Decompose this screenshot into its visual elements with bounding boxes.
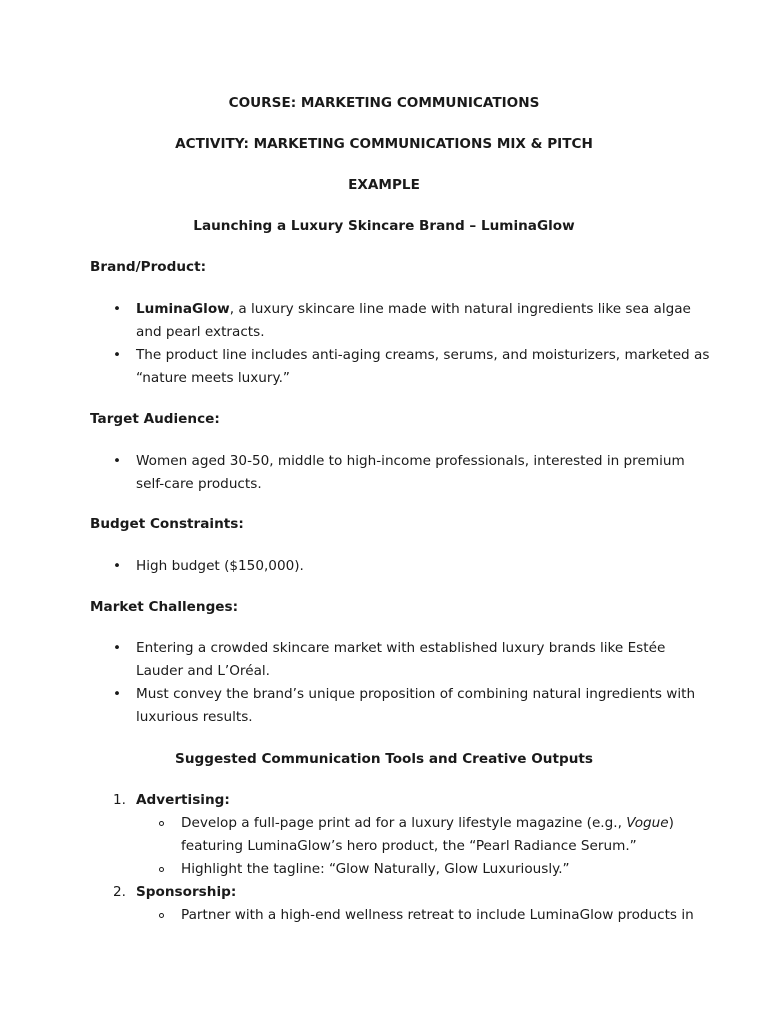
sponsorship-sub-1-line-1: Partner with a high-end wellness retreat to include LuminaGlow products in xyxy=(181,907,694,923)
bullet-icon: • xyxy=(112,640,122,656)
circle-bullet-icon xyxy=(159,821,164,826)
bullet-icon: • xyxy=(112,686,122,702)
advertising-sub-2: Highlight the tagline: “Glow Naturally, Glow Luxuriously.” xyxy=(181,861,570,877)
bullet-icon: • xyxy=(112,301,122,317)
activity-title: ACTIVITY: MARKETING COMMUNICATIONS MIX & PITCH xyxy=(175,136,593,152)
challenges-heading: Market Challenges: xyxy=(90,599,239,615)
brand-name: LuminaGlow xyxy=(136,301,230,317)
brand-item-2-line-2: “nature meets luxury.” xyxy=(136,370,290,386)
challenges-item-2-line-2: luxurious results. xyxy=(136,709,253,725)
brand-heading: Brand/Product: xyxy=(90,259,207,275)
example-label: EXAMPLE xyxy=(348,177,420,193)
brand-item-2-line-1: The product line includes anti-aging creams, serums, and moisturizers, marketed as xyxy=(136,347,710,363)
audience-item-1-line-2: self-care products. xyxy=(136,476,262,492)
bullet-icon: • xyxy=(112,347,122,363)
advertising-sub-1-pre: Develop a full-page print ad for a luxury lifestyle magazine (e.g., xyxy=(181,815,627,831)
audience-heading: Target Audience: xyxy=(90,411,220,427)
brand-item-1-text: , a luxury skincare line made with natural ingredients like sea algae xyxy=(229,301,691,317)
budget-heading: Budget Constraints: xyxy=(90,516,244,532)
challenges-item-1-line-1: Entering a crowded skincare market with established luxury brands like Estée xyxy=(136,640,666,656)
audience-item-1-line-1: Women aged 30-50, middle to high-income professionals, interested in premium xyxy=(136,453,685,469)
budget-item-1: High budget ($150,000). xyxy=(136,558,304,574)
case-title: Launching a Luxury Skincare Brand – LuminaGlow xyxy=(193,218,575,234)
list-number-1: 1. xyxy=(113,792,126,808)
bullet-icon: • xyxy=(112,558,122,574)
circle-bullet-icon xyxy=(159,913,164,918)
advertising-sub-1-line-1 xyxy=(181,812,674,835)
bullet-icon: • xyxy=(112,453,122,469)
challenges-item-1-line-2: Lauder and L’Oréal. xyxy=(136,663,270,679)
advertising-sub-1-line-2: featuring LuminaGlow’s hero product, the “Pearl Radiance Serum.” xyxy=(181,838,637,854)
tools-heading: Suggested Communication Tools and Creative Outputs xyxy=(175,751,593,767)
challenges-item-2-line-1: Must convey the brand’s unique proposition of combining natural ingredients with xyxy=(136,686,696,702)
advertising-heading: Advertising: xyxy=(136,792,230,808)
circle-bullet-icon xyxy=(159,867,164,872)
advertising-sub-1-post: ) xyxy=(668,815,674,831)
brand-item-1-line-2: and pearl extracts. xyxy=(136,324,265,340)
sponsorship-heading: Sponsorship: xyxy=(136,884,237,900)
course-title: COURSE: MARKETING COMMUNICATIONS xyxy=(228,95,540,111)
list-number-2: 2. xyxy=(113,884,126,900)
brand-item-1-line-1 xyxy=(136,298,691,321)
magazine-name: Vogue xyxy=(626,815,669,831)
